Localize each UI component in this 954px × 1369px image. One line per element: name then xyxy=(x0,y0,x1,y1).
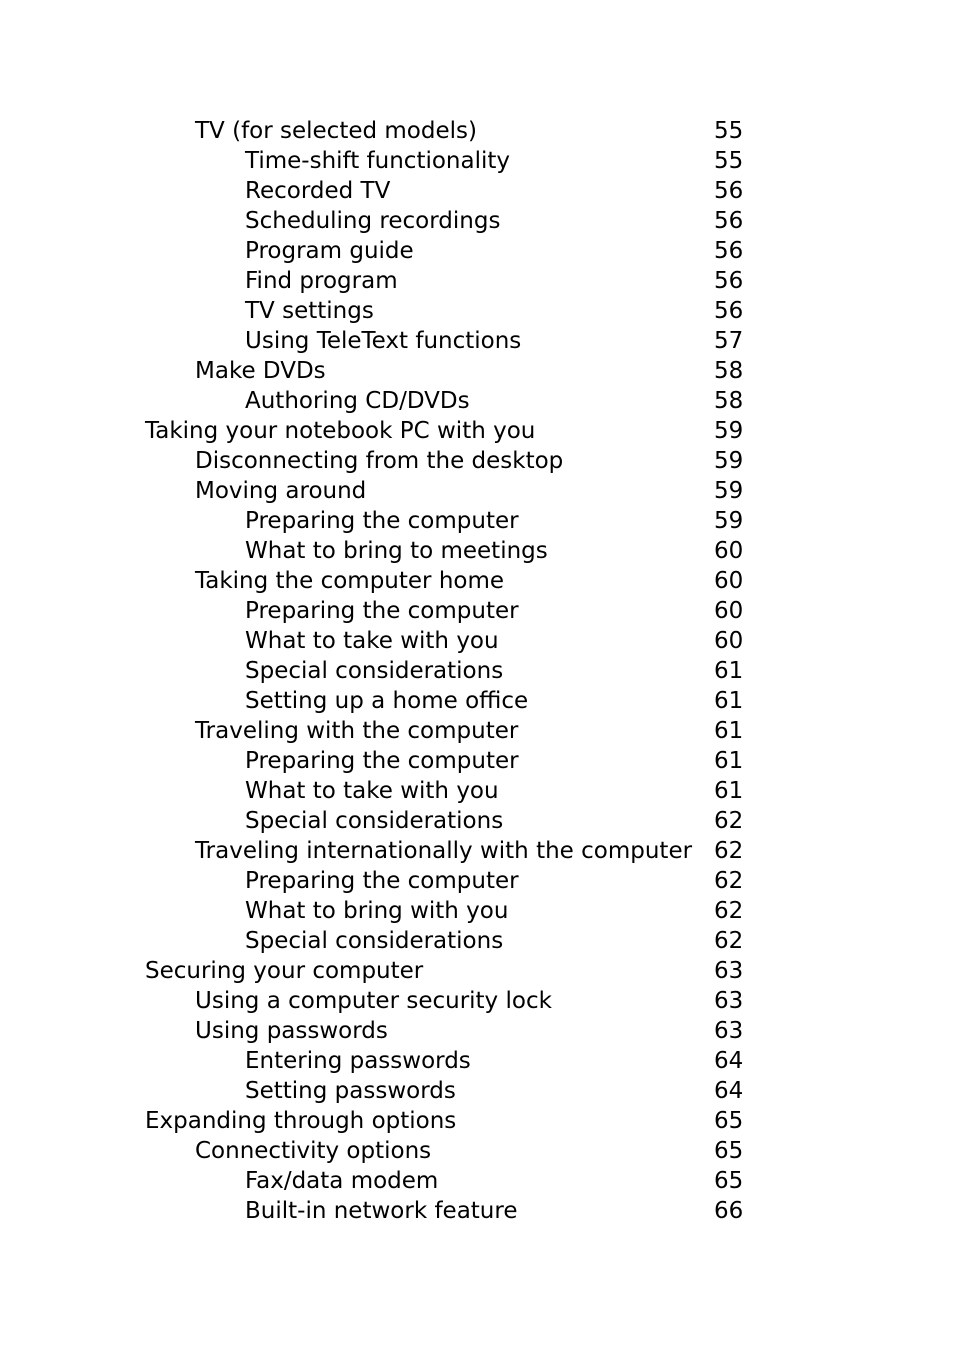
table-of-contents xyxy=(145,116,745,1226)
toc-entry xyxy=(145,1106,745,1136)
toc-entry-page-number: 55 xyxy=(714,148,744,174)
toc-entry-page-number: 61 xyxy=(714,718,744,744)
toc-entry-page-number: 63 xyxy=(714,1018,744,1044)
toc-entry-page-number: 65 xyxy=(714,1138,744,1164)
toc-entry-page-number: 61 xyxy=(714,748,744,774)
toc-entry xyxy=(145,926,745,956)
toc-entry-page-number: 60 xyxy=(714,628,744,654)
toc-entry-page-number: 61 xyxy=(714,778,744,804)
toc-entry-title: Setting passwords xyxy=(245,1078,456,1104)
toc-entry-title: Using TeleText functions xyxy=(245,328,522,354)
toc-entry-title: Recorded TV xyxy=(245,178,391,204)
toc-entry xyxy=(145,536,745,566)
toc-entry-title: What to bring to meetings xyxy=(245,538,548,564)
toc-entry-page-number: 64 xyxy=(714,1048,744,1074)
toc-entry-page-number: 65 xyxy=(714,1168,744,1194)
toc-entry xyxy=(145,236,745,266)
toc-entry xyxy=(145,506,745,536)
toc-entry-page-number: 61 xyxy=(714,658,744,684)
toc-entry-page-number: 65 xyxy=(714,1108,744,1134)
toc-entry-page-number: 59 xyxy=(714,418,744,444)
toc-entry-title: Preparing the computer xyxy=(245,598,519,624)
toc-entry-page-number: 62 xyxy=(714,898,744,924)
toc-entry-title: Fax/data modem xyxy=(245,1168,439,1194)
toc-entry xyxy=(145,956,745,986)
toc-entry-page-number: 59 xyxy=(714,448,744,474)
toc-entry-title: Special considerations xyxy=(245,808,504,834)
toc-entry-title: Make DVDs xyxy=(195,358,326,384)
toc-entry-title: What to bring with you xyxy=(245,898,509,924)
toc-entry xyxy=(145,896,745,926)
toc-entry-page-number: 55 xyxy=(714,118,744,144)
toc-entry-title: Traveling internationally with the computer xyxy=(195,838,693,864)
toc-entry xyxy=(145,386,745,416)
toc-entry-title: Using passwords xyxy=(195,1018,388,1044)
toc-entry-page-number: 60 xyxy=(714,568,744,594)
toc-entry-page-number: 63 xyxy=(714,958,744,984)
toc-entry-title: What to take with you xyxy=(245,628,499,654)
toc-entry xyxy=(145,986,745,1016)
toc-entry-title: Taking the computer home xyxy=(195,568,505,594)
toc-entry-page-number: 58 xyxy=(714,358,744,384)
toc-entry xyxy=(145,1016,745,1046)
toc-entry xyxy=(145,656,745,686)
toc-entry-title: Authoring CD/DVDs xyxy=(245,388,470,414)
toc-entry xyxy=(145,626,745,656)
toc-entry-page-number: 60 xyxy=(714,598,744,624)
toc-entry-page-number: 59 xyxy=(714,508,744,534)
toc-entry-page-number: 66 xyxy=(714,1198,744,1224)
toc-entry-title: Disconnecting from the desktop xyxy=(195,448,564,474)
toc-entry xyxy=(145,296,745,326)
toc-entry-page-number: 58 xyxy=(714,388,744,414)
toc-entry xyxy=(145,716,745,746)
toc-entry-title: Using a computer security lock xyxy=(195,988,552,1014)
toc-entry-title: Entering passwords xyxy=(245,1048,471,1074)
toc-entry-title: TV (for selected models) xyxy=(195,118,477,144)
toc-entry xyxy=(145,206,745,236)
toc-entry-page-number: 62 xyxy=(714,928,744,954)
toc-entry-title: Securing your computer xyxy=(145,958,424,984)
toc-entry-title: Program guide xyxy=(245,238,414,264)
toc-entry xyxy=(145,446,745,476)
toc-entry-title: Special considerations xyxy=(245,658,504,684)
toc-entry xyxy=(145,746,745,776)
toc-entry xyxy=(145,116,745,146)
toc-entry-page-number: 56 xyxy=(714,178,744,204)
toc-entry-title: Time-shift functionality xyxy=(245,148,511,174)
toc-entry xyxy=(145,776,745,806)
toc-entry xyxy=(145,146,745,176)
toc-entry xyxy=(145,1076,745,1106)
toc-entry xyxy=(145,326,745,356)
toc-entry-title: Expanding through options xyxy=(145,1108,457,1134)
toc-entry xyxy=(145,1166,745,1196)
toc-entry-page-number: 56 xyxy=(714,268,744,294)
toc-entry-title: Connectivity options xyxy=(195,1138,432,1164)
toc-entry xyxy=(145,1046,745,1076)
toc-entry-page-number: 57 xyxy=(714,328,744,354)
toc-entry-page-number: 56 xyxy=(714,238,744,264)
toc-entry-title: TV settings xyxy=(245,298,374,324)
toc-entry-page-number: 63 xyxy=(714,988,744,1014)
toc-entry-page-number: 56 xyxy=(714,208,744,234)
toc-entry-page-number: 60 xyxy=(714,538,744,564)
toc-entry-title: Setting up a home office xyxy=(245,688,529,714)
toc-entry-title: Special considerations xyxy=(245,928,504,954)
toc-entry xyxy=(145,686,745,716)
toc-entry xyxy=(145,356,745,386)
toc-entry-page-number: 62 xyxy=(714,838,744,864)
toc-entry xyxy=(145,866,745,896)
toc-entry xyxy=(145,596,745,626)
toc-entry-page-number: 56 xyxy=(714,298,744,324)
toc-entry xyxy=(145,416,745,446)
toc-entry-title: Traveling with the computer xyxy=(195,718,519,744)
toc-entry-title: Find program xyxy=(245,268,398,294)
toc-entry-title: Preparing the computer xyxy=(245,748,519,774)
toc-entry-title: Built-in network feature xyxy=(245,1198,518,1224)
toc-entry xyxy=(145,476,745,506)
toc-entry-page-number: 61 xyxy=(714,688,744,714)
toc-entry-title: Scheduling recordings xyxy=(245,208,501,234)
toc-entry-title: Taking your notebook PC with you xyxy=(145,418,536,444)
toc-entry xyxy=(145,176,745,206)
toc-entry-title: Preparing the computer xyxy=(245,508,519,534)
toc-entry xyxy=(145,806,745,836)
toc-entry-page-number: 62 xyxy=(714,808,744,834)
toc-entry xyxy=(145,1136,745,1166)
toc-entry-title: Preparing the computer xyxy=(245,868,519,894)
toc-entry-title: Moving around xyxy=(195,478,367,504)
toc-entry-page-number: 59 xyxy=(714,478,744,504)
toc-entry xyxy=(145,836,745,866)
toc-entry xyxy=(145,266,745,296)
toc-entry-title: What to take with you xyxy=(245,778,499,804)
toc-entry xyxy=(145,1196,745,1226)
toc-entry-page-number: 64 xyxy=(714,1078,744,1104)
toc-entry xyxy=(145,566,745,596)
toc-entry-page-number: 62 xyxy=(714,868,744,894)
